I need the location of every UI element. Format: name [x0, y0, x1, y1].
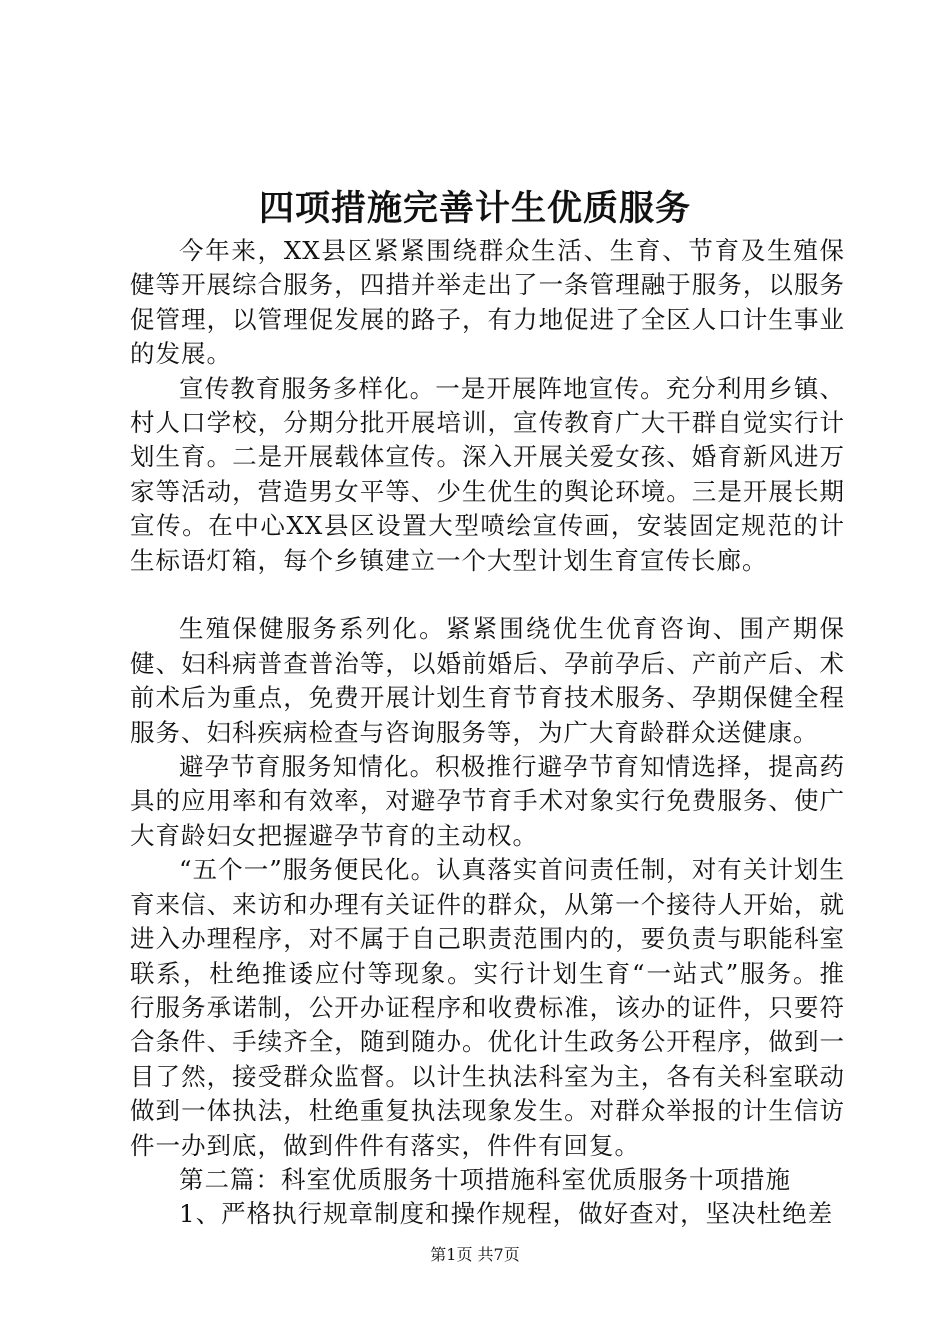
paragraph-contraception: 避孕节育服务知情化。积极推行避孕节育知情选择，提高药具的应用率和有效率，对避孕节育手术对象实行免费服务、使广大育龄妇女把握避孕节育的主动权。 [130, 752, 845, 850]
document-title: 四项措施完善计生优质服务 [258, 188, 691, 229]
paragraph-publicity: 宣传教育服务多样化。一是开展阵地宣传。充分利用乡镇、村人口学校，分期分批开展培训，宣传教育广大干群自觉实行计划生育。二是开展载体宣传。深入开展关爱女孩、婚育新风进万家等活动，营造男女平等、少生优生的舆论环境。三是开展长期宣传。在中心XX县区设置大型喷绘宣传画，安装固定规范的计生标语灯箱，每个乡镇建立一个大型计划生育宣传长廊。 [130, 373, 845, 575]
paragraph-chapter-two-heading: 第二篇：科室优质服务十项措施科室优质服务十项措施 [179, 1164, 791, 1194]
document-body [130, 234, 845, 1232]
paragraph-intro: 今年来，XX县区紧紧围绕群众生活、生育、节育及生殖保健等开展综合服务，四措并举走出了一条管理融于服务，以服务促管理，以管理促发展的路子，有力地促进了全区人口计生事业的发展。 [130, 236, 845, 369]
page-footer: 第1页 共7页 [430, 1245, 520, 1264]
paragraph-reproductive-health: 生殖保健服务系列化。紧紧围绕优生优育咨询、围产期保健、妇科病普查普治等，以婚前婚后、孕前孕后、产前产后、术前术后为重点，免费开展计划生育节育技术服务、孕期保健全程服务、妇科疾病检查与咨询服务等，为广大育龄群众送健康。 [130, 614, 845, 747]
paragraph-five-ones: “五个一”服务便民化。认真落实首问责任制，对有关计划生育来信、来访和办理有关证件的群众，从第一个接待人开始，就进入办理程序，对不属于自己职责范围内的，要负责与职能科室联系，杜绝推诿应付等现象。实行计划生育“一站式”服务。推行服务承诺制，公开办证程序和收费标准，该办的证件，只要符合条件、手续齐全，随到随办。优化计生政务公开程序，做到一目了然，接受群众监督。以计生执法科室为主，各有关科室联动做到一体执法，杜绝重复执法现象发生。对群众举报的计生信访件一办到底，做到件件有落实，件件有回复。 [130, 855, 845, 1160]
paragraph-item-one: 1、严格执行规章制度和操作规程，做好查对，坚决杜绝差 [179, 1199, 834, 1229]
